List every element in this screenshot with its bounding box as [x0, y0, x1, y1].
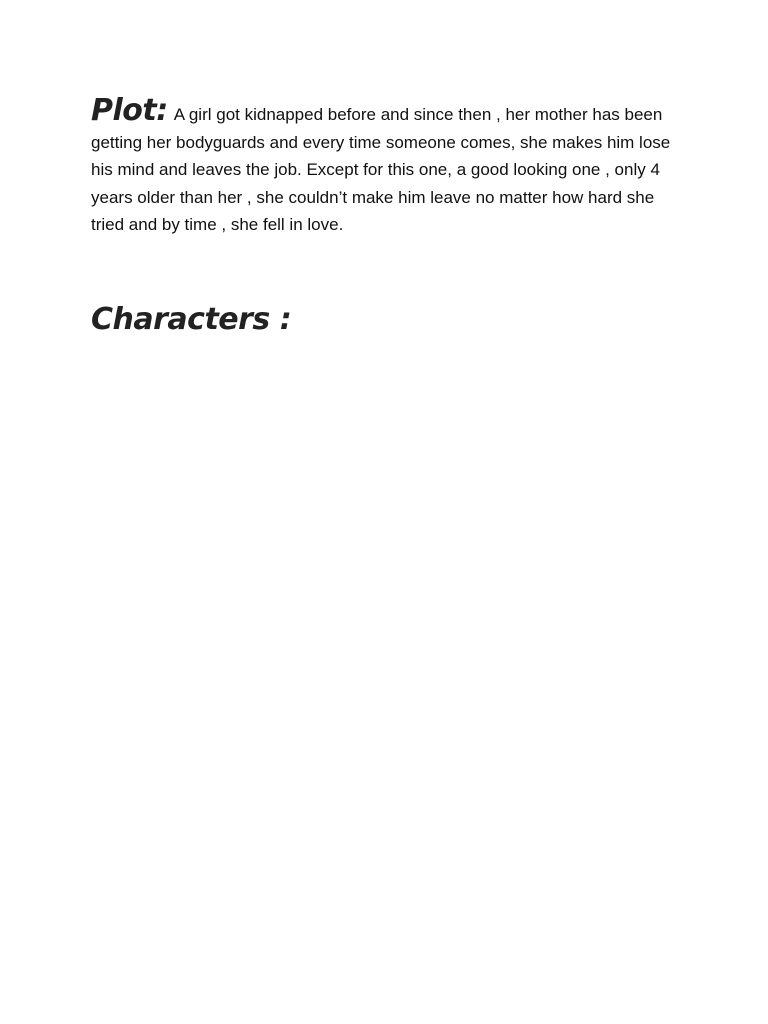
plot-text: A girl got kidnapped before and since then , her mother has been getting her bodyguards and every time someone comes, she makes him lose his mind and leaves the job. Except for this one, a good looking one , only 4 years older than her , she couldn’t make him leave no matter how hard she tried and by time , she fell in love. [91, 105, 671, 234]
plot-label: Plot: [91, 93, 168, 128]
characters-heading: Characters : [91, 302, 292, 337]
plot-paragraph [91, 93, 687, 239]
